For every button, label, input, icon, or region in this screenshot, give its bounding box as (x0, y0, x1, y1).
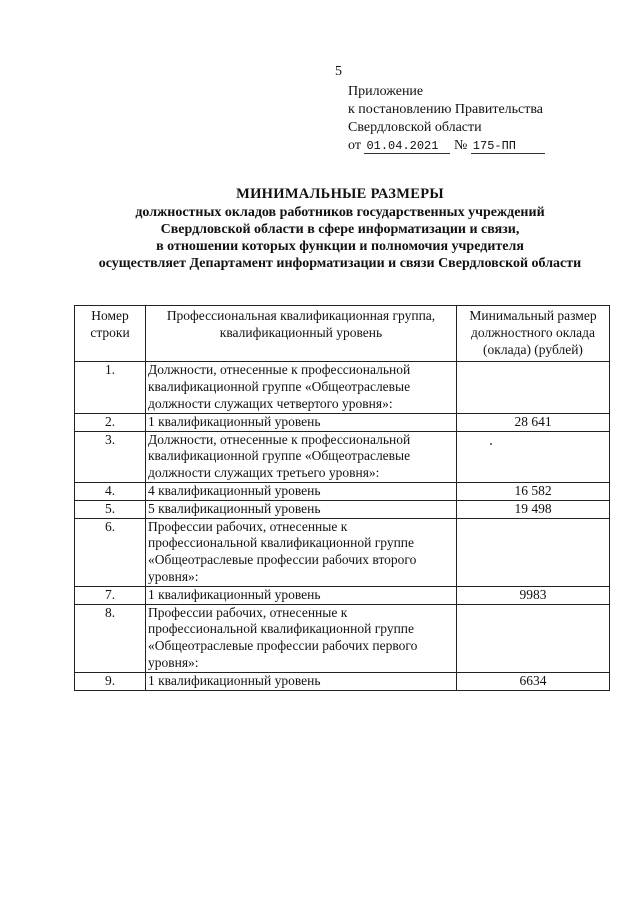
date-prefix: от (348, 138, 361, 153)
row-name: 1 квалификационный уровень (146, 672, 457, 690)
scan-speck (490, 443, 492, 445)
title-line-2: Свердловской области в сфере информатизации и связи, (160, 222, 520, 237)
table-row (75, 518, 610, 586)
row-salary (457, 362, 610, 413)
row-salary: 9983 (457, 586, 610, 604)
resolution-number: 175-ПП (471, 139, 545, 154)
row-number: 2. (75, 413, 146, 431)
row-number: 6. (75, 518, 146, 586)
document-title (40, 186, 640, 272)
row-salary (457, 518, 610, 586)
table-row (75, 362, 610, 413)
main-title: МИНИМАЛЬНЫЕ РАЗМЕРЫ (236, 186, 444, 202)
table-row (75, 500, 610, 518)
header-group-level: Профессиональная квалификационная группа, квалификационный уровень (146, 306, 457, 362)
table-row (75, 604, 610, 672)
row-number: 9. (75, 672, 146, 690)
appendix-region-line: Свердловской области (348, 120, 482, 135)
row-name: 1 квалификационный уровень (146, 586, 457, 604)
header-min-salary: Минимальный размер должностного оклада (оклада) (рублей) (457, 306, 610, 362)
salary-table (74, 305, 610, 691)
table-row (75, 672, 610, 690)
appendix-title: Приложение (348, 84, 424, 99)
row-salary (457, 431, 610, 482)
row-number: 1. (75, 362, 146, 413)
row-name: 5 квалификационный уровень (146, 500, 457, 518)
appendix-date-line (348, 137, 545, 155)
page-number: 5 (335, 64, 342, 79)
row-salary: 16 582 (457, 482, 610, 500)
row-name: Профессии рабочих, отнесенные к профессиональной квалификационной группе «Общеотраслевые профессии рабочих второго уровня»: (146, 518, 457, 586)
table-row (75, 482, 610, 500)
title-line-4: осуществляет Департамент информатизации и связи Свердловской области (98, 256, 582, 271)
row-number: 3. (75, 431, 146, 482)
row-name: 1 квалификационный уровень (146, 413, 457, 431)
row-salary: 28 641 (457, 413, 610, 431)
appendix-resolution-line: к постановлению Правительства (348, 102, 544, 117)
table-row (75, 431, 610, 482)
row-salary (457, 604, 610, 672)
row-number: 8. (75, 604, 146, 672)
row-name: Должности, отнесенные к профессиональной квалификационной группе «Общеотраслевые должности служащих третьего уровня»: (146, 431, 457, 482)
row-name: Профессии рабочих, отнесенные к профессиональной квалификационной группе «Общеотраслевые профессии рабочих первого уровня»: (146, 604, 457, 672)
appendix-header (348, 83, 545, 155)
resolution-date: 01.04.2021 (364, 139, 450, 154)
row-number: 7. (75, 586, 146, 604)
row-name: 4 квалификационный уровень (146, 482, 457, 500)
row-salary: 19 498 (457, 500, 610, 518)
row-number: 5. (75, 500, 146, 518)
title-line-1: должностных окладов работников государственных учреждений (135, 205, 545, 220)
title-line-3: в отношении которых функции и полномочия учредителя (156, 239, 524, 254)
number-label: № (453, 138, 468, 153)
table-row (75, 586, 610, 604)
row-number: 4. (75, 482, 146, 500)
table-row (75, 413, 610, 431)
table-header-row (75, 306, 610, 362)
row-name: Должности, отнесенные к профессиональной квалификационной группе «Общеотраслевые должности служащих четвертого уровня»: (146, 362, 457, 413)
row-salary: 6634 (457, 672, 610, 690)
header-row-number: Номер строки (75, 306, 146, 362)
